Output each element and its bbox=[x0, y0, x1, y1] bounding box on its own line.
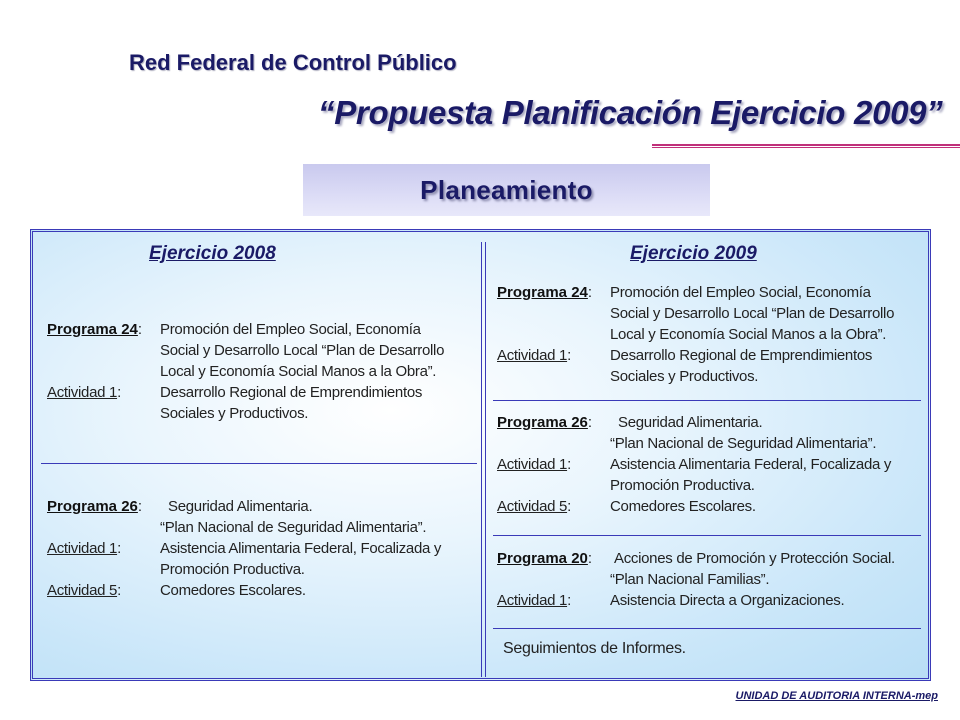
program-desc: Seguridad Alimentaria. bbox=[618, 414, 763, 431]
activity-desc: Sociales y Productivos. bbox=[160, 405, 309, 422]
program-desc: Acciones de Promoción y Protección Social. bbox=[614, 550, 895, 567]
program-desc: Promoción del Empleo Social, Economía bbox=[610, 284, 871, 301]
activity-label: Actividad 1 bbox=[47, 384, 118, 401]
activity-label: Actividad 5 bbox=[47, 582, 118, 599]
program-desc: Social y Desarrollo Local “Plan de Desarrollo bbox=[160, 342, 445, 359]
followup-text: Seguimientos de Informes. bbox=[503, 640, 686, 657]
program-desc: “Plan Nacional Familias”. bbox=[610, 571, 770, 588]
activity-desc: Comedores Escolares. bbox=[160, 582, 306, 599]
section-title: Planeamiento bbox=[420, 174, 593, 205]
program-desc: Local y Economía Social Manos a la Obra”. bbox=[160, 363, 437, 380]
activity-desc: Desarrollo Regional de Emprendimientos bbox=[160, 384, 423, 401]
activity-desc: Asistencia Alimentaria Federal, Focalizada y bbox=[160, 540, 442, 557]
footer-unit: UNIDAD DE AUDITORIA INTERNA-mep bbox=[735, 690, 938, 702]
org-title: Red Federal de Control Público bbox=[129, 50, 457, 75]
program-desc: Social y Desarrollo Local “Plan de Desarrollo bbox=[610, 305, 895, 322]
title-underline bbox=[652, 144, 960, 148]
main-title: “Propuesta Planificación Ejercicio 2009” bbox=[318, 94, 943, 131]
block-2009-programa-20: Programa 20: Acciones de Promoción y Protección Social. “Plan Nacional Familias”. Actividad 1: Asistencia Directa a Organizaciones. bbox=[497, 550, 895, 609]
activity-label: Actividad 1 bbox=[497, 347, 568, 364]
program-desc: Seguridad Alimentaria. bbox=[168, 498, 313, 515]
block-2009-programa-26: Programa 26: Seguridad Alimentaria. “Plan Nacional de Seguridad Alimentaria”. Actividad 1: Asistencia Alimentaria Federal, Focalizada y Promoción Productiva. Actividad 5: Comedores Escolares. bbox=[497, 414, 892, 515]
activity-desc: Comedores Escolares. bbox=[610, 498, 756, 515]
heading-ejercicio-2009: Ejercicio 2009 bbox=[630, 243, 757, 264]
separator bbox=[493, 535, 921, 536]
program-label: Programa 26 bbox=[497, 414, 588, 431]
block-2009-programa-24: Programa 24: Promoción del Empleo Social, Economía Social y Desarrollo Local “Plan de Desarrollo Local y Economía Social Manos a la Obra”. Actividad 1: Desarrollo Regional de Emprendimientos Sociales y Productivos. bbox=[497, 284, 895, 385]
column-divider bbox=[481, 242, 486, 677]
activity-desc: Asistencia Alimentaria Federal, Focalizada y bbox=[610, 456, 892, 473]
activity-label: Actividad 1 bbox=[47, 540, 118, 557]
comparison-panel bbox=[30, 229, 931, 681]
program-label: Programa 24 bbox=[497, 284, 588, 301]
block-2008-programa-26: Programa 26: Seguridad Alimentaria. “Plan Nacional de Seguridad Alimentaria”. Actividad 1: Asistencia Alimentaria Federal, Focalizada y Promoción Productiva. Actividad 5: Comedores Escolares. bbox=[47, 498, 442, 599]
program-desc: “Plan Nacional de Seguridad Alimentaria”. bbox=[610, 435, 877, 452]
section-banner bbox=[303, 164, 710, 216]
program-desc: “Plan Nacional de Seguridad Alimentaria”. bbox=[160, 519, 427, 536]
separator bbox=[41, 463, 477, 464]
activity-desc: Asistencia Directa a Organizaciones. bbox=[610, 592, 845, 609]
program-desc: Promoción del Empleo Social, Economía bbox=[160, 321, 421, 338]
separator bbox=[493, 400, 921, 401]
program-label: Programa 20 bbox=[497, 550, 588, 567]
activity-desc: Desarrollo Regional de Emprendimientos bbox=[610, 347, 873, 364]
activity-label: Actividad 5 bbox=[497, 498, 568, 515]
heading-ejercicio-2008: Ejercicio 2008 bbox=[149, 243, 276, 264]
activity-desc: Promoción Productiva. bbox=[610, 477, 755, 494]
activity-label: Actividad 1 bbox=[497, 456, 568, 473]
separator bbox=[493, 628, 921, 629]
program-label: Programa 24 bbox=[47, 321, 138, 338]
activity-desc: Promoción Productiva. bbox=[160, 561, 305, 578]
activity-label: Actividad 1 bbox=[497, 592, 568, 609]
program-desc: Local y Economía Social Manos a la Obra”. bbox=[610, 326, 887, 343]
program-label: Programa 26 bbox=[47, 498, 138, 515]
activity-desc: Sociales y Productivos. bbox=[610, 368, 759, 385]
block-2008-programa-24: Programa 24: Promoción del Empleo Social, Economía Social y Desarrollo Local “Plan de Desarrollo Local y Economía Social Manos a la Obra”. Actividad 1: Desarrollo Regional de Emprendimientos Sociales y Productivos. bbox=[47, 321, 445, 422]
